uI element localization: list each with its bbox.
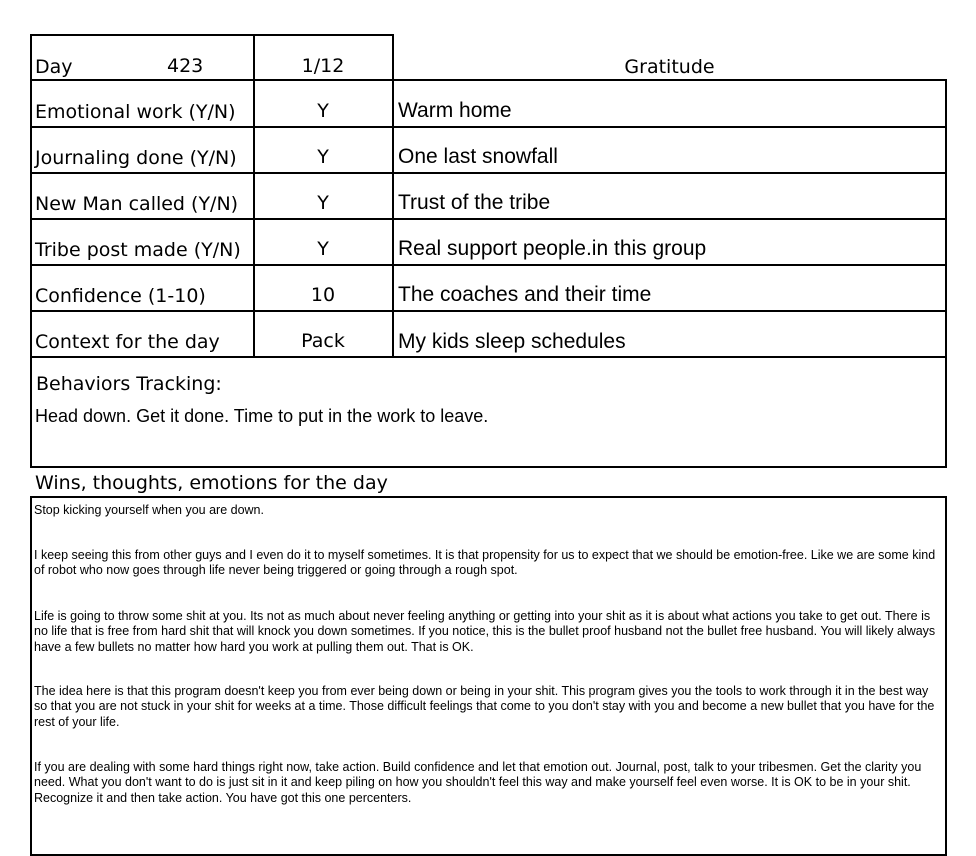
table-top-border [30,34,394,36]
row-value: Y [317,192,329,214]
behaviors-text: Head down. Get it done. Time to put in the work to leave. [35,406,489,426]
gratitude-item: The coaches and their time [398,283,652,306]
row-label: Journaling done (Y/N) [35,147,237,169]
row-value: Y [317,100,329,122]
column-divider [392,34,394,358]
wins-paragraph: The idea here is that this program doesn't keep you from ever being down or being in your shit. This program gives you the tools to work through it in the best way so that you are not stuck in your shit for weeks at a time. Those difficult feelings that come to you don't stay with you and become a new bullet that you have for the rest of your life. [34,684,935,729]
table-left-border [30,34,32,468]
behaviors-bottom-border [30,466,947,468]
behaviors-heading: Behaviors Tracking: [36,373,222,395]
row-divider [30,264,947,266]
table-right-border [945,79,947,468]
row-divider [30,310,947,312]
wins-paragraph: Life is going to throw some shit at you. Its not as much about never feeling anything or getting into your shit as it is about what actions you take to get out. There is no life that is free from hard shit that will knock you down sometimes. If you notice, this is the bullet proof husband not the bullet free husband. You will likely always have a few bullets no matter how hard you work at pulling them out. That is OK. [34,609,936,654]
row-label: Confidence (1-10) [35,285,206,307]
day-label: Day [35,56,73,78]
gratitude-item: One last snowfall [398,145,558,168]
gratitude-item: Trust of the tribe [398,191,551,214]
row-label: Tribe post made (Y/N) [35,239,241,261]
row-label: Context for the day [35,331,220,353]
wins-paragraph: Stop kicking yourself when you are down. [34,503,264,517]
gratitude-item: My kids sleep schedules [398,330,626,353]
row-label: Emotional work (Y/N) [35,101,236,123]
row-value: Y [317,146,329,168]
row-divider [30,126,947,128]
row-label: New Man called (Y/N) [35,193,239,215]
row-divider [30,172,947,174]
day-number: 423 [167,55,204,77]
gratitude-item: Real support people.in this group [398,237,707,260]
wins-heading: Wins, thoughts, emotions for the day [35,472,388,494]
date-value: 1/12 [301,55,345,77]
row-divider [30,356,947,358]
wins-paragraph: I keep seeing this from other guys and I even do it to myself sometimes. It is that propensity for us to expect that we should be emotion-free. Like we are some kind of robot who now goes through life never being triggered or going through a rough spot. [34,548,936,578]
wins-paragraph: If you are dealing with some hard things right now, take action. Build confidence and let that emotion out. Journal, post, talk to your tribesmen. Get the clarity you need. What you don't want to do is just sit in it and keep piling on how you shouldn't feel this way and make yourself feel even worse. It is OK to be in your shit. Recognize it and then take action. You have got this one percenters. [34,760,922,805]
gratitude-item: Warm home [398,99,512,122]
row-value: Pack [301,330,345,352]
row-divider [30,79,947,81]
row-divider [30,218,947,220]
row-value: Y [317,238,329,260]
gratitude-heading: Gratitude [624,56,715,78]
row-value: 10 [310,284,336,306]
